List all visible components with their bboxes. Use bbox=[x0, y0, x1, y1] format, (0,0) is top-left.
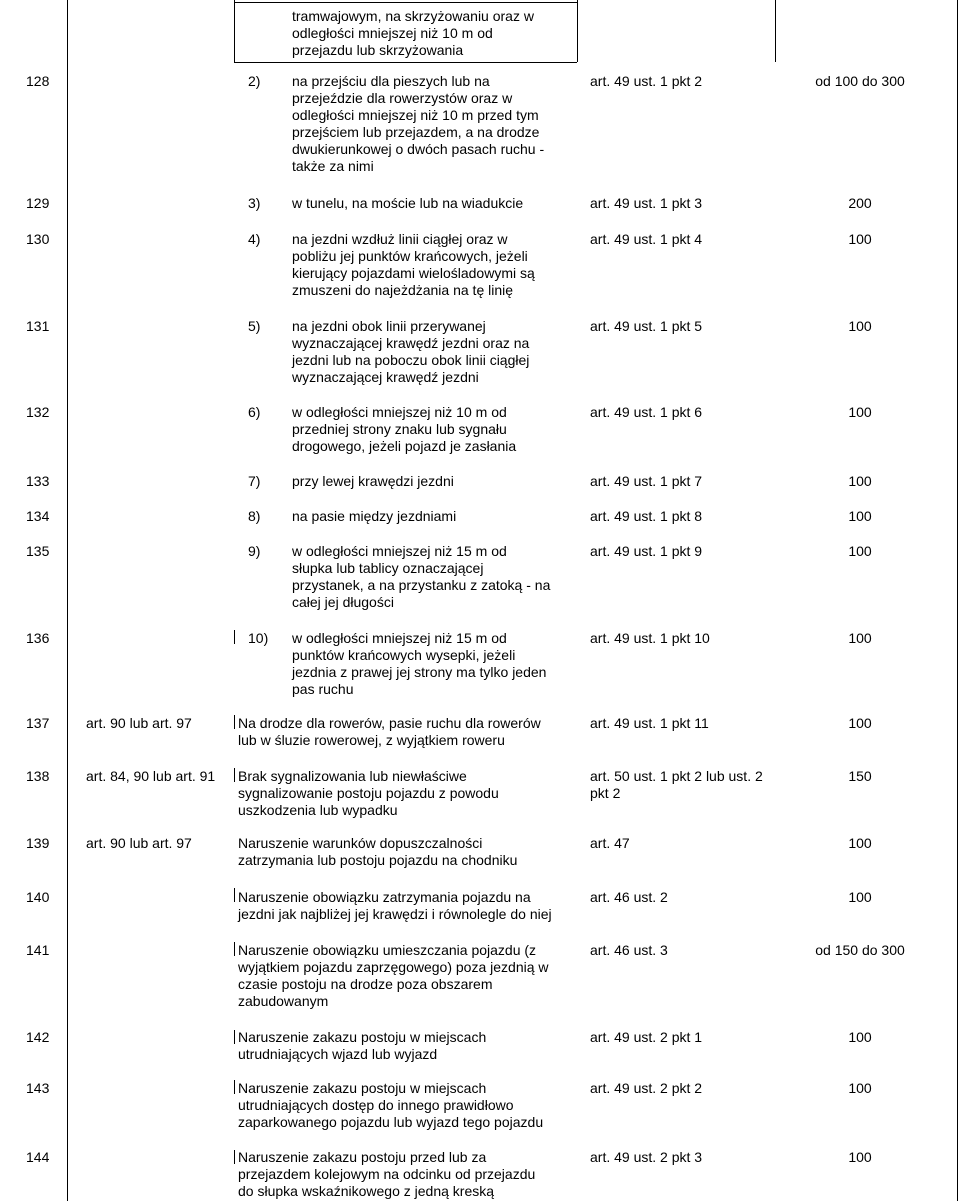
item-number: 5) bbox=[248, 318, 261, 334]
legal-basis bbox=[590, 1080, 790, 1097]
fine-amount: 100 bbox=[848, 231, 872, 247]
description-line: przejazdem kolejowym na odcinku od przejazdu bbox=[238, 1166, 536, 1182]
row-divider-desc bbox=[234, 888, 235, 902]
description-line: punktów krańcowych wysepki, jeżeli bbox=[292, 647, 516, 663]
legal-basis bbox=[590, 630, 790, 647]
description-line: zmuszeni do najeżdżania na tę linię bbox=[292, 282, 514, 298]
legal-basis-line: art. 49 ust. 1 pkt 3 bbox=[590, 195, 703, 211]
legal-basis-line: art. 50 ust. 1 pkt 2 lub ust. 2 bbox=[590, 768, 763, 784]
row-number: 142 bbox=[26, 1029, 50, 1045]
fine-amount: 100 bbox=[848, 473, 872, 489]
description-line: zabudowanym bbox=[238, 993, 329, 1009]
description-line: w odległości mniejszej niż 15 m od bbox=[292, 630, 507, 646]
description-line: Naruszenie warunków dopuszczalności bbox=[238, 835, 483, 851]
legal-basis-line: art. 49 ust. 1 pkt 6 bbox=[590, 404, 703, 420]
legal-basis-line: pkt 2 bbox=[590, 785, 621, 801]
description-line: Naruszenie obowiązku zatrzymania pojazdu na bbox=[238, 889, 531, 905]
description-line: jezdni lub na poboczu obok linii ciągłej bbox=[292, 352, 530, 368]
description-line: jezdni jak najbliżej jej krawędzi i równolegle do niej bbox=[238, 906, 552, 922]
legal-basis-line: art. 49 ust. 2 pkt 1 bbox=[590, 1029, 703, 1045]
item-number: 8) bbox=[248, 508, 261, 524]
legal-basis-line: art. 49 ust. 1 pkt 5 bbox=[590, 318, 703, 334]
legal-basis-line: art. 49 ust. 1 pkt 9 bbox=[590, 543, 703, 559]
description-line: kierujący pojazdami wielośladowymi są bbox=[292, 265, 535, 281]
offense-description bbox=[238, 768, 499, 819]
item-number: 6) bbox=[248, 404, 261, 420]
legal-basis bbox=[590, 942, 790, 959]
legal-basis bbox=[590, 835, 790, 852]
description-line: pas ruchu bbox=[292, 681, 354, 697]
row-divider-desc bbox=[234, 768, 235, 782]
description-line: na pasie między jezdniami bbox=[292, 508, 457, 524]
row-number: 136 bbox=[26, 630, 50, 646]
description-line: jezdnia z prawej jej strony ma tylko jeden bbox=[292, 664, 547, 680]
fine-amount: 100 bbox=[848, 404, 872, 420]
row-number: 141 bbox=[26, 942, 50, 958]
description-line: tramwajowym, na skrzyżowaniu oraz w bbox=[292, 8, 534, 24]
fine-amount: 100 bbox=[848, 889, 872, 905]
offense-description bbox=[238, 1149, 535, 1200]
row-number: 137 bbox=[26, 715, 50, 731]
description-line: czasie postoju na drodze poza obszarem bbox=[238, 976, 493, 992]
description-line: na jezdni obok linii przerywanej bbox=[292, 318, 486, 334]
legal-basis bbox=[590, 889, 790, 906]
legal-basis-line: art. 46 ust. 2 bbox=[590, 889, 668, 905]
item-number: 9) bbox=[248, 543, 261, 559]
row-number: 131 bbox=[26, 318, 50, 334]
description-line: przejeździe dla rowerzystów oraz w bbox=[292, 90, 513, 106]
description-line: do słupka wskaźnikowego z jedną kreską bbox=[238, 1183, 495, 1199]
row-number: 140 bbox=[26, 889, 50, 905]
row-number: 130 bbox=[26, 231, 50, 247]
legal-basis bbox=[590, 1029, 790, 1046]
description-line: słupka lub tablicy oznaczającej bbox=[292, 560, 484, 576]
row-divider-desc bbox=[234, 630, 235, 644]
description-line: Naruszenie zakazu postoju w miejscach bbox=[238, 1029, 487, 1045]
description-line: na jezdni wzdłuż linii ciągłej oraz w bbox=[292, 231, 508, 247]
description-line: Naruszenie zakazu postoju przed lub za bbox=[238, 1149, 487, 1165]
description-line: w odległości mniejszej niż 10 m od bbox=[292, 404, 507, 420]
offense-description bbox=[238, 889, 552, 923]
row-divider-desc bbox=[234, 1030, 235, 1044]
description-line: całej jej długości bbox=[292, 594, 394, 610]
item-number: 7) bbox=[248, 473, 261, 489]
description-line: Na drodze dla rowerów, pasie ruchu dla rowerów bbox=[238, 715, 541, 731]
table-border-right bbox=[957, 0, 958, 1201]
violated-article: art. 90 lub art. 97 bbox=[86, 715, 192, 731]
item-number: 4) bbox=[248, 231, 261, 247]
fine-amount: 100 bbox=[848, 543, 872, 559]
fine-amount: 100 bbox=[848, 1080, 872, 1096]
legal-basis bbox=[590, 768, 790, 802]
row-number: 134 bbox=[26, 508, 50, 524]
legal-basis bbox=[590, 473, 790, 490]
description-line: na przejściu dla pieszych lub na bbox=[292, 73, 490, 89]
offense-description bbox=[238, 835, 517, 869]
fine-amount: 100 bbox=[848, 715, 872, 731]
description-line: przy lewej krawędzi jezdni bbox=[292, 473, 454, 489]
legal-basis-line: art. 49 ust. 1 pkt 8 bbox=[590, 508, 703, 524]
item-number: 10) bbox=[248, 630, 269, 646]
fine-amount: 150 bbox=[848, 768, 872, 784]
description-line: wyznaczającej krawędź jezdni bbox=[292, 369, 479, 385]
legal-basis bbox=[590, 73, 790, 90]
description-line: Naruszenie obowiązku umieszczania pojazdu (z bbox=[238, 942, 537, 958]
legal-basis-line: art. 46 ust. 3 bbox=[590, 942, 668, 958]
description-line: przejazdu lub skrzyżowania bbox=[292, 42, 464, 58]
legal-basis bbox=[590, 404, 790, 421]
description-line: drogowego, jeżeli pojazd je zasłania bbox=[292, 438, 517, 454]
fine-amount: od 150 do 300 bbox=[815, 942, 905, 958]
description-line: lub w śluzie rowerowej, z wyjątkiem roweru bbox=[238, 732, 505, 748]
fine-amount: 100 bbox=[848, 508, 872, 524]
fine-amount: 100 bbox=[848, 1149, 872, 1165]
description-line: odległości mniejszej niż 10 m przed tym bbox=[292, 107, 539, 123]
legal-basis bbox=[590, 195, 790, 212]
row-divider-desc bbox=[234, 1080, 235, 1094]
description-line: sygnalizowanie postoju pojazdu z powodu bbox=[238, 785, 499, 801]
fine-amount: 100 bbox=[848, 835, 872, 851]
legal-basis bbox=[590, 715, 790, 732]
row-number: 138 bbox=[26, 768, 50, 784]
legal-basis-line: art. 49 ust. 2 pkt 2 bbox=[590, 1080, 703, 1096]
legal-basis-line: art. 49 ust. 1 pkt 7 bbox=[590, 473, 703, 489]
table-border-desc-left bbox=[234, 0, 235, 62]
row-number: 132 bbox=[26, 404, 50, 420]
legal-basis bbox=[590, 1149, 790, 1166]
legal-basis-line: art. 49 ust. 1 pkt 11 bbox=[590, 715, 709, 731]
legal-basis-line: art. 49 ust. 2 pkt 3 bbox=[590, 1149, 703, 1165]
description-line: w tunelu, na moście lub na wiadukcie bbox=[292, 195, 524, 211]
row-number: 143 bbox=[26, 1080, 50, 1096]
fine-amount: 100 bbox=[848, 630, 872, 646]
description-line: zaparkowanego pojazdu lub wyjazd tego pojazdu bbox=[238, 1114, 544, 1130]
row-divider-desc bbox=[234, 715, 235, 729]
description-line: pobliżu jej punktów krańcowych, jeżeli bbox=[292, 248, 528, 264]
description-line: przystanek, a na przystanku z zatoką - na bbox=[292, 577, 551, 593]
legal-basis-line: art. 47 bbox=[590, 835, 630, 851]
row-divider-desc bbox=[234, 942, 235, 956]
legal-basis bbox=[590, 508, 790, 525]
description-line: także za nimi bbox=[292, 158, 374, 174]
description-line: uszkodzenia lub wypadku bbox=[238, 802, 398, 818]
description-line: przejściem lub przejazdem, a na drodze bbox=[292, 124, 540, 140]
table-border-desc-right bbox=[577, 0, 578, 62]
legal-basis bbox=[590, 231, 790, 248]
fine-amount: 100 bbox=[848, 1029, 872, 1045]
legal-basis-line: art. 49 ust. 1 pkt 2 bbox=[590, 73, 703, 89]
continued-description bbox=[292, 8, 534, 59]
table-border-left bbox=[67, 0, 68, 1201]
row-divider-desc bbox=[234, 1150, 235, 1164]
fine-amount: 100 bbox=[848, 318, 872, 334]
description-line: Brak sygnalizowania lub niewłaściwe bbox=[238, 768, 467, 784]
description-line: odległości mniejszej niż 10 m od bbox=[292, 25, 493, 41]
item-number: 3) bbox=[248, 195, 261, 211]
legal-basis bbox=[590, 543, 790, 560]
description-line: wyjątkiem pojazdu zaprzęgowego) poza jezdnią w bbox=[238, 959, 549, 975]
violated-article: art. 90 lub art. 97 bbox=[86, 835, 192, 851]
fine-amount: od 100 do 300 bbox=[815, 73, 905, 89]
item-number: 2) bbox=[248, 73, 261, 89]
row-number: 139 bbox=[26, 835, 50, 851]
legal-basis-line: art. 49 ust. 1 pkt 4 bbox=[590, 231, 703, 247]
description-line: wyznaczającej krawędź jezdni oraz na bbox=[292, 335, 530, 351]
table-border-ref-right bbox=[775, 0, 776, 62]
row-number: 133 bbox=[26, 473, 50, 489]
table-divider-fragment bbox=[234, 62, 577, 63]
description-line: utrudniających dostęp do innego prawidłowo bbox=[238, 1097, 514, 1113]
offense-description bbox=[238, 942, 549, 1010]
row-number: 129 bbox=[26, 195, 50, 211]
row-number: 144 bbox=[26, 1149, 50, 1165]
offense-description bbox=[238, 1080, 543, 1131]
violated-article: art. 84, 90 lub art. 91 bbox=[86, 768, 216, 784]
description-line: zatrzymania lub postoju pojazdu na chodniku bbox=[238, 852, 518, 868]
legal-basis bbox=[590, 318, 790, 335]
description-line: dwukierunkowej o dwóch pasach ruchu - bbox=[292, 141, 545, 157]
table-border-top bbox=[234, 2, 577, 3]
row-number: 128 bbox=[26, 73, 50, 89]
offense-description bbox=[238, 1029, 486, 1063]
row-number: 135 bbox=[26, 543, 50, 559]
description-line: utrudniających wjazd lub wyjazd bbox=[238, 1046, 438, 1062]
description-line: przedniej strony znaku lub sygnału bbox=[292, 421, 507, 437]
description-line: w odległości mniejszej niż 15 m od bbox=[292, 543, 507, 559]
fine-amount: 200 bbox=[848, 195, 872, 211]
description-line: Naruszenie zakazu postoju w miejscach bbox=[238, 1080, 487, 1096]
offense-description bbox=[238, 715, 541, 749]
legal-basis-line: art. 49 ust. 1 pkt 10 bbox=[590, 630, 710, 646]
